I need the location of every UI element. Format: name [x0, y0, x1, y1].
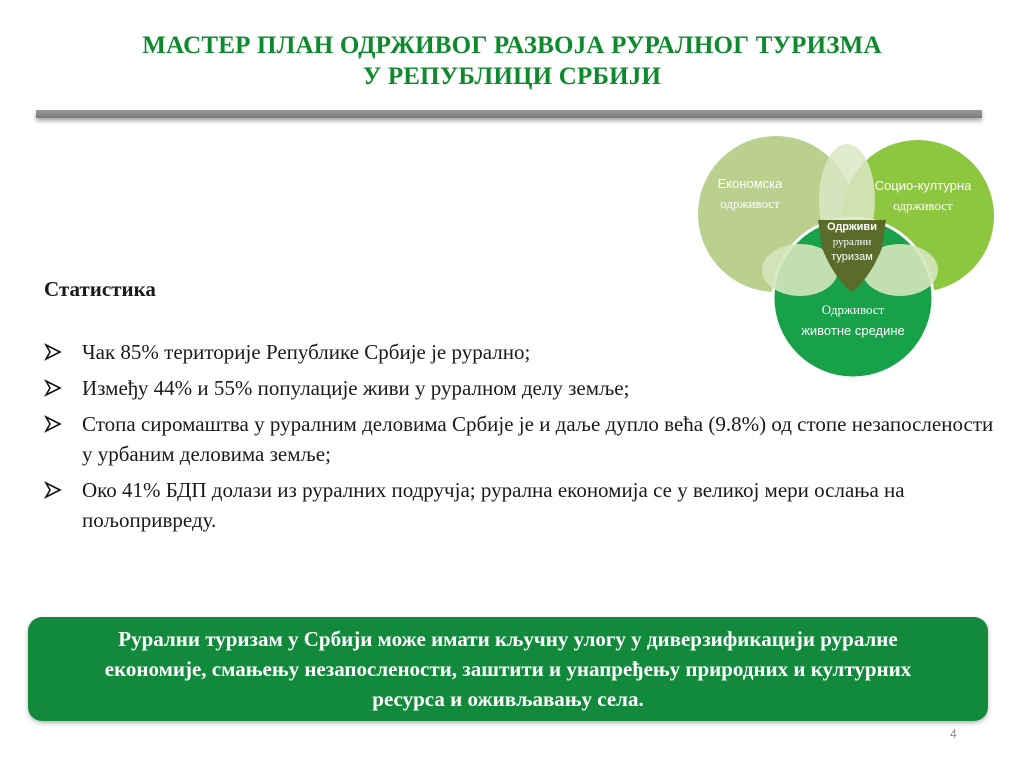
center-label	[812, 220, 892, 235]
title-line-2: У РЕПУБЛИЦИ СРБИЈИ	[362, 63, 662, 90]
page-number: 4	[950, 727, 957, 741]
list-item	[44, 409, 994, 469]
list-item	[44, 475, 994, 535]
arrow-bullet-icon	[44, 415, 62, 433]
arrow-bullet-icon	[44, 481, 62, 499]
arrow-bullet-icon	[44, 379, 62, 397]
list-item	[44, 373, 994, 403]
economic-label-line-1: Економска	[717, 176, 783, 191]
sociocultural-label	[868, 176, 978, 195]
section-heading: Статистика	[44, 277, 156, 301]
sociocultural-label-2	[868, 196, 978, 215]
center-label-line-2: рурални	[832, 236, 872, 248]
title-divider	[36, 110, 982, 118]
environmental-label	[793, 300, 913, 319]
bullet-text: Чак 85% територије Републике Србије је рурално;	[82, 340, 531, 364]
statistics-list	[44, 337, 994, 541]
arrow-bullet-icon	[44, 343, 62, 361]
center-label-line-3: туризам	[831, 251, 873, 263]
center-label-line-1: Одрживи	[827, 221, 877, 233]
bullet-text: Између 44% и 55% популације живи у руралном делу земље;	[82, 376, 630, 400]
list-item	[44, 337, 994, 367]
sociocultural-label-line-1: Социо-културна	[874, 178, 972, 193]
slide-title	[0, 30, 1024, 92]
bullet-text: Стопа сиромаштва у руралним деловима Србије је и даље дупло већа (9.8%) од стопе незапослености у урбаним деловима земље;	[82, 412, 994, 466]
sociocultural-label-line-2: одрживост	[893, 198, 953, 213]
callout-text: Рурални туризам у Србији може имати кључну улогу у диверзификацији руралне економије, смањењу незапослености, заштити и унапређењу природних и културних ресурса и оживљавању села.	[104, 627, 912, 711]
callout-box	[28, 617, 988, 721]
environmental-label-line-1: Одрживост	[821, 302, 885, 317]
environmental-label-line-2: животне средине	[801, 323, 905, 338]
center-label-3	[812, 250, 892, 265]
economic-label	[700, 174, 800, 193]
bullet-text: Око 41% БДП долази из руралних подручја; рурална економија се у великој мери ослања на пољопривреду.	[82, 478, 905, 532]
economic-label-2	[700, 194, 800, 213]
economic-label-line-2: одрживост	[720, 196, 780, 211]
center-label-2	[812, 235, 892, 250]
title-line-1: МАСТЕР ПЛАН ОДРЖИВОГ РАЗВОЈА РУРАЛНОГ ТУРИЗМА	[142, 32, 882, 59]
